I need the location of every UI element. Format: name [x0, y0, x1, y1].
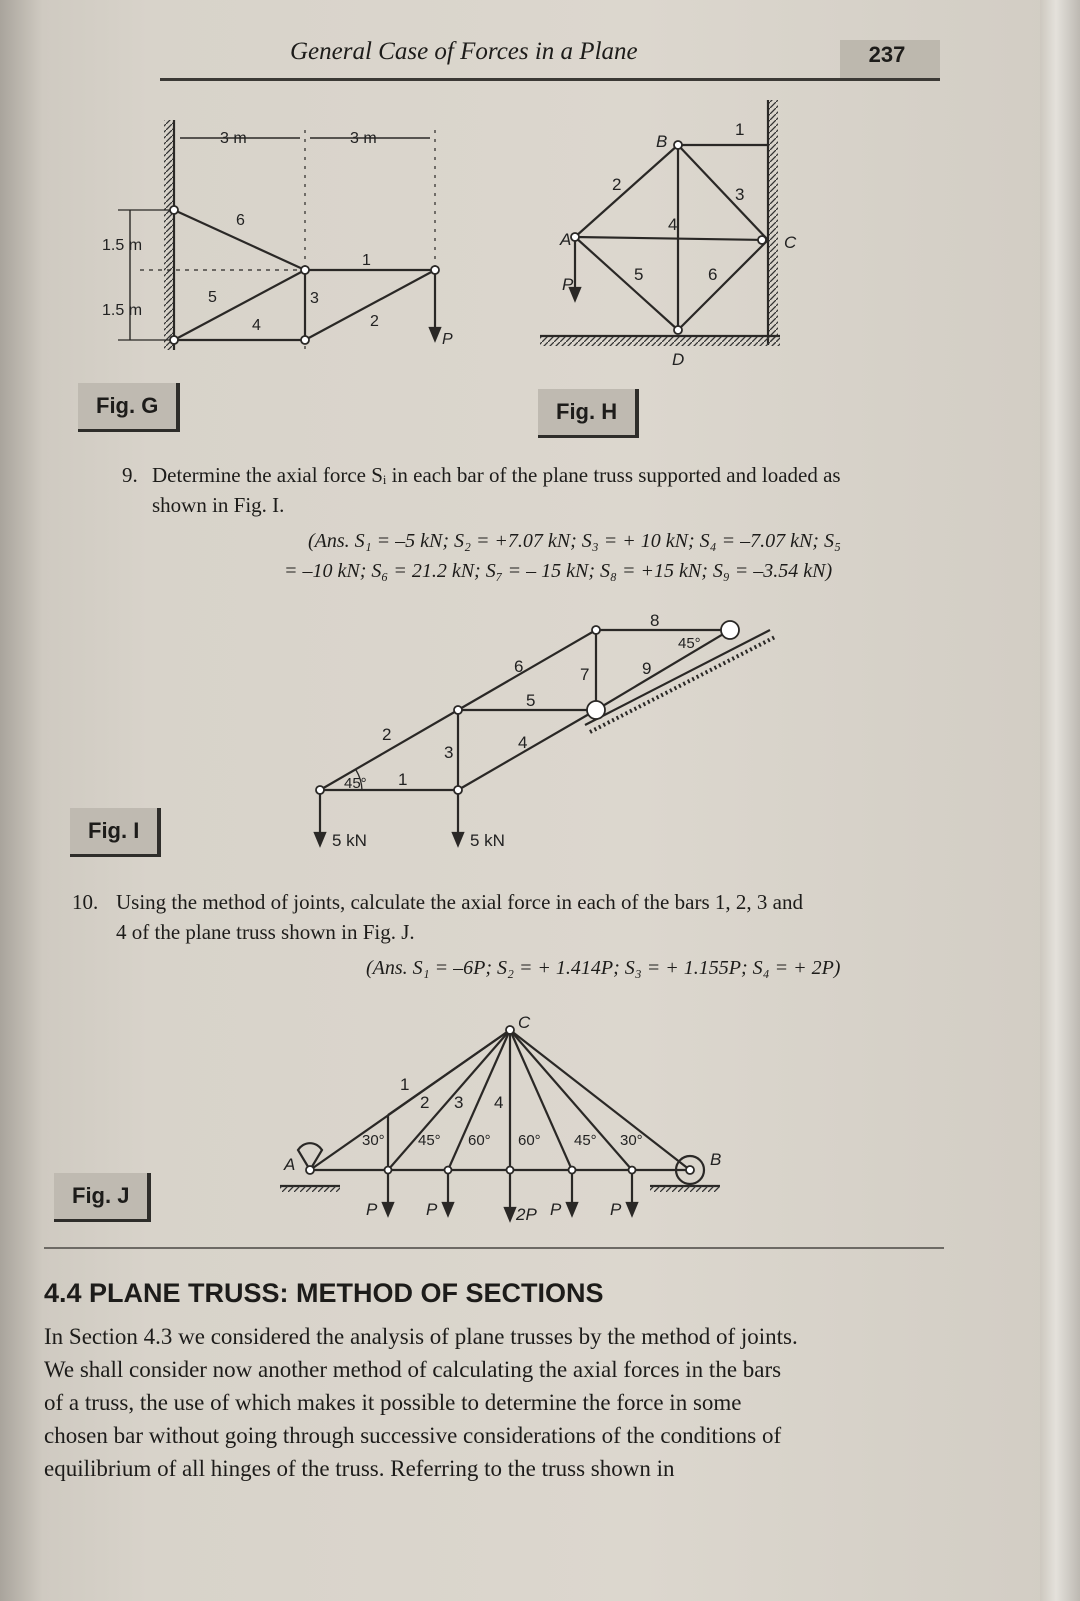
load-label-left: 5 kN — [332, 831, 367, 850]
node-a: A — [284, 1155, 296, 1174]
bar-label-5: 5 — [634, 265, 644, 284]
load-label-right: 5 kN — [470, 831, 505, 850]
figure-j — [270, 1000, 740, 1240]
bar-3 — [678, 145, 768, 240]
top-chord-right — [510, 1030, 690, 1170]
angle-4: 60° — [518, 1132, 541, 1149]
running-header: General Case of Forces in a Plane — [290, 38, 638, 65]
angle-6: 30° — [620, 1132, 643, 1149]
ground — [540, 336, 780, 346]
figure-h — [530, 90, 820, 380]
problem-9-number: 9. — [122, 463, 138, 487]
bar-label-3: 3 — [310, 290, 319, 307]
header-rule — [160, 78, 940, 81]
figure-g — [100, 100, 480, 370]
problem-9-answer-line2: = –10 kN; S₆ = 21.2 kN; S₇ = – 15 kN; S₈ = +15 kN; S₉ = –3.54 kN) — [284, 560, 833, 582]
page-number: 237 — [868, 42, 906, 67]
body-line-1: In Section 4.3 we considered the analysis of plane trusses by the method of joints. — [44, 1324, 798, 1349]
section-heading: 4.4 PLANE TRUSS: METHOD OF SECTIONS — [44, 1278, 604, 1308]
problem-10-number: 10. — [72, 890, 99, 914]
bar-label-2: 2 — [420, 1093, 430, 1112]
bar-label-2: 2 — [370, 313, 379, 330]
figure-i — [300, 610, 780, 870]
roller-support — [721, 621, 739, 639]
body-line-3: of a truss, the use of which makes it possible to determine the force in some — [44, 1390, 742, 1415]
body-line-2: We shall consider now another method of calculating the axial forces in the bars — [44, 1357, 782, 1382]
bar-label-4: 4 — [494, 1093, 504, 1112]
bar-label-6: 6 — [514, 657, 524, 676]
angle-3: 60° — [468, 1132, 491, 1149]
problem-9-line2: shown in Fig. I. — [152, 493, 285, 517]
bar-label-8: 8 — [650, 611, 660, 630]
angle-2: 45° — [418, 1132, 441, 1149]
angle-label-right: 45° — [678, 635, 701, 652]
bar-label-5: 5 — [208, 289, 217, 306]
next-page-edge — [1040, 0, 1080, 1601]
load-1: P — [366, 1200, 378, 1219]
bar-5 — [575, 237, 678, 330]
angle-label-left: 45° — [344, 775, 367, 792]
bar-label-9: 9 — [642, 659, 652, 678]
wall-right — [768, 100, 778, 345]
load-4: P — [550, 1200, 562, 1219]
bar-9 — [596, 630, 730, 710]
bar-5 — [174, 270, 305, 340]
fig-h-label: Fig. H — [538, 389, 639, 438]
bar-label-4: 4 — [518, 733, 528, 752]
bar-label-5: 5 — [526, 691, 536, 710]
wall — [164, 120, 174, 350]
problem-9-answer-line1: (Ans. S₁ = –5 kN; S₂ = +7.07 kN; S₃ = + 10 kN; S₄ = –7.07 kN; S₅ — [308, 530, 841, 552]
bar-label-7: 7 — [580, 665, 590, 684]
bar-horizontal — [575, 237, 768, 240]
angle-5: 45° — [574, 1132, 597, 1149]
bar-label-3: 3 — [735, 185, 745, 204]
angle-1: 30° — [362, 1132, 385, 1149]
dim-top-right: 3 m — [350, 130, 377, 147]
fig-i-label: Fig. I — [70, 808, 161, 857]
node-b: B — [710, 1150, 722, 1169]
node-c: C — [784, 233, 797, 252]
body-line-4: chosen bar without going through successive considerations of the conditions of — [44, 1423, 782, 1448]
load-label-p: P — [442, 331, 453, 348]
problem-10-answer: (Ans. S₁ = –6P; S₂ = + 1.414P; S₃ = + 1.155P; S₄ = + 2P) — [366, 957, 841, 979]
bar-label-3: 3 — [444, 743, 454, 762]
bar-label-6: 6 — [236, 212, 245, 229]
load-label-p: P — [562, 275, 574, 294]
fig-g-label: Fig. G — [78, 383, 180, 432]
load-2: P — [426, 1200, 438, 1219]
bar-label-3: 3 — [454, 1093, 464, 1112]
load-3: 2P — [516, 1205, 537, 1224]
node-c: C — [518, 1013, 531, 1032]
bar-label-2: 2 — [612, 175, 622, 194]
bar-label-2: 2 — [382, 725, 392, 744]
bar-2 — [388, 1030, 510, 1170]
body-line-5: equilibrium of all hinges of the truss. Referring to the truss shown in — [44, 1456, 675, 1481]
section-body — [44, 1320, 924, 1485]
dim-top-left: 3 m — [220, 130, 247, 147]
dim-left-upper: 1.5 m — [102, 237, 143, 254]
load-5: P — [610, 1200, 622, 1219]
problem-9-line1: Determine the axial force Sᵢ in each bar of the plane truss supported and loaded as — [152, 463, 841, 487]
problem-10-line2: 4 of the plane truss shown in Fig. J. — [116, 920, 415, 944]
dim-left-lower: 1.5 m — [102, 302, 143, 319]
fig-j-label: Fig. J — [54, 1173, 151, 1222]
bar-label-6: 6 — [708, 265, 718, 284]
pin-support — [587, 701, 605, 719]
section-rule — [44, 1247, 944, 1249]
bar-label-1: 1 — [735, 120, 745, 139]
bar-label-1: 1 — [400, 1075, 410, 1094]
bar-label-4: 4 — [668, 215, 678, 234]
bar-label-1: 1 — [362, 252, 371, 269]
bar-label-4: 4 — [252, 317, 261, 334]
bar-6 — [678, 240, 768, 330]
problem-10-line1: Using the method of joints, calculate the axial force in each of the bars 1, 2, 3 and — [116, 890, 803, 914]
bar-2 — [575, 145, 678, 237]
node-a: A — [560, 230, 572, 249]
node-d: D — [672, 350, 685, 369]
bar-label-1: 1 — [398, 770, 408, 789]
node-b: B — [656, 132, 668, 151]
bar-2 — [320, 710, 458, 790]
